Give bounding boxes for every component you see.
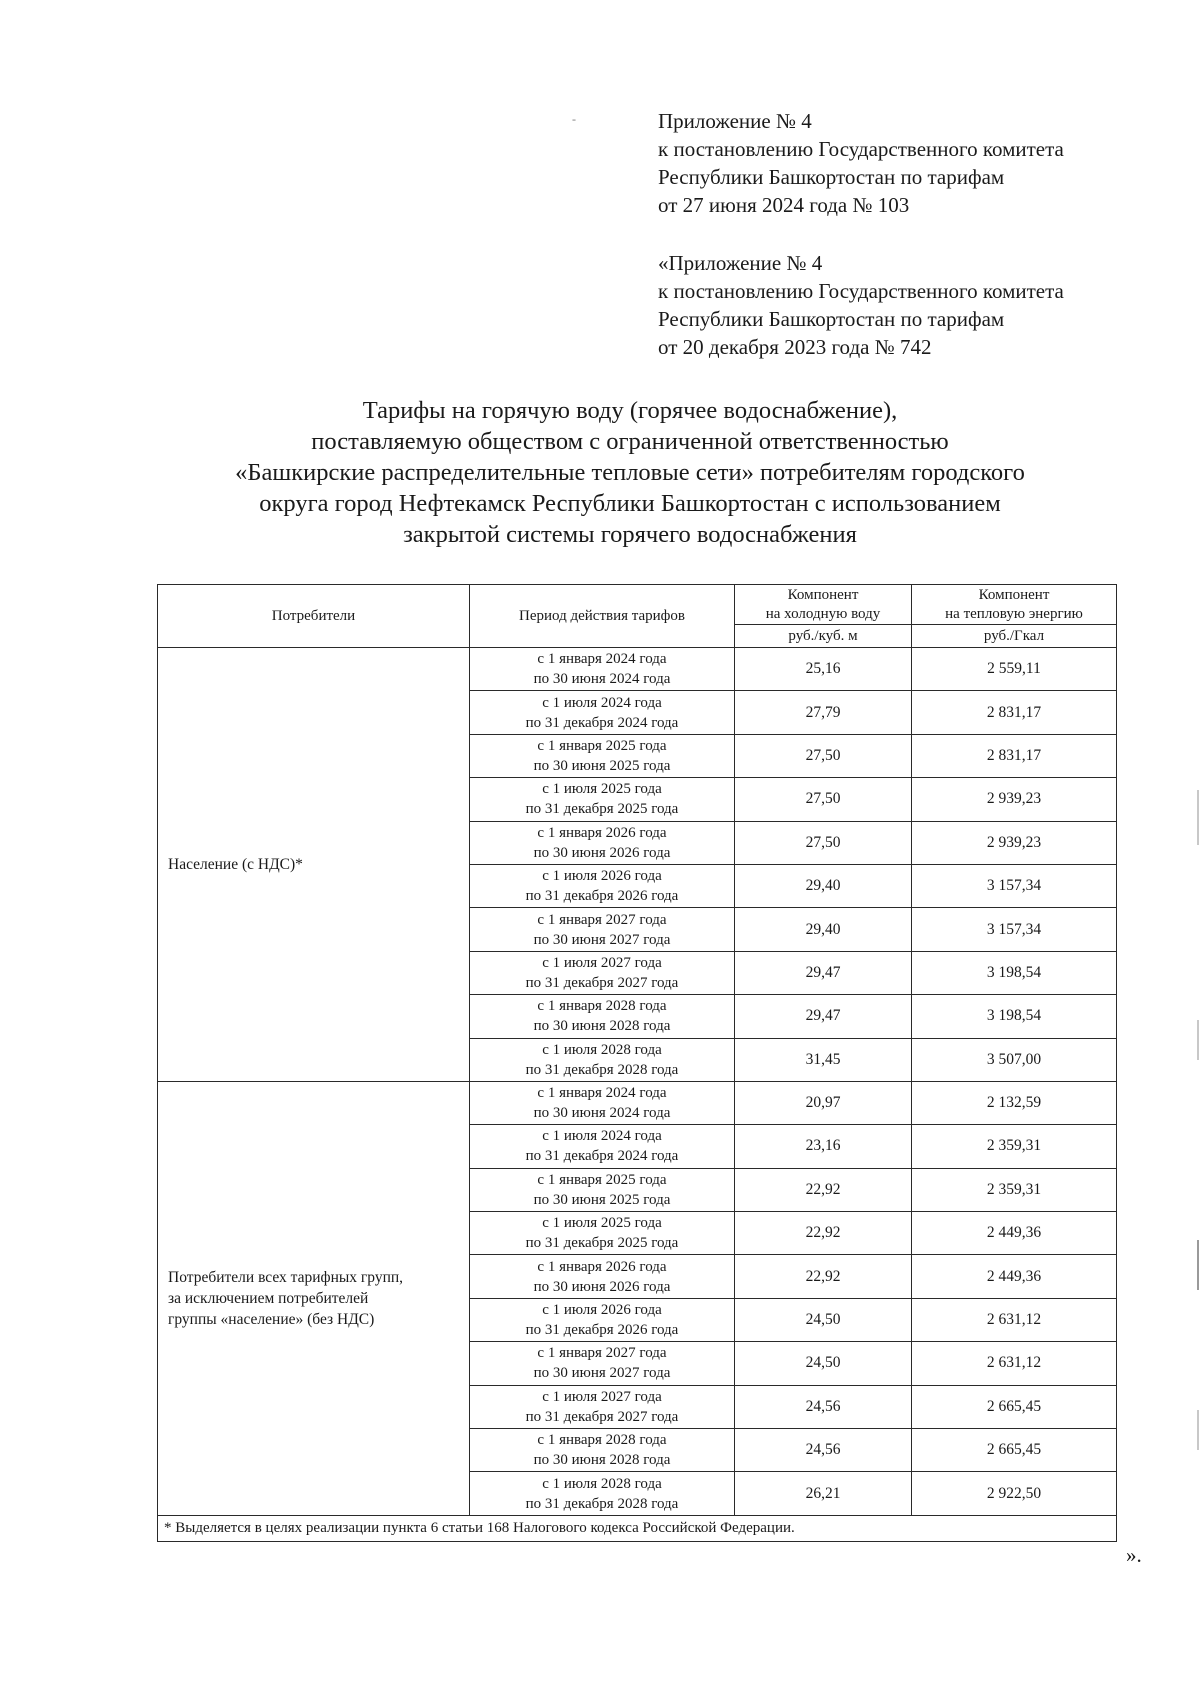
period-to: по 30 июня 2028 года bbox=[533, 1452, 671, 1469]
heat-energy-value: 2 449,36 bbox=[912, 1212, 1117, 1255]
period-to: по 30 июня 2026 года bbox=[533, 1278, 671, 1295]
heat-energy-value: 2 665,45 bbox=[912, 1385, 1117, 1428]
period-to: по 31 декабря 2026 года bbox=[525, 1322, 679, 1339]
period-cell bbox=[470, 1385, 735, 1428]
cold-water-value: 31,45 bbox=[735, 1038, 912, 1081]
appendix-line: от 20 декабря 2023 года № 742 bbox=[658, 335, 932, 359]
tariff-table bbox=[157, 584, 1117, 1542]
heat-energy-value: 2 939,23 bbox=[912, 778, 1117, 821]
period-to: по 30 июня 2025 года bbox=[533, 757, 671, 774]
period-cell bbox=[470, 995, 735, 1038]
period-cell bbox=[470, 691, 735, 734]
period-to: по 30 июня 2026 года bbox=[533, 844, 671, 861]
appendix-header-original bbox=[658, 249, 1178, 361]
document-title bbox=[140, 395, 1120, 550]
heat-energy-value: 2 939,23 bbox=[912, 821, 1117, 864]
period-cell bbox=[470, 1038, 735, 1081]
period-to: по 30 июня 2027 года bbox=[533, 931, 671, 948]
period-from: с 1 июля 2027 года bbox=[542, 954, 662, 971]
heat-energy-value: 2 831,17 bbox=[912, 734, 1117, 777]
heat-energy-value: 3 198,54 bbox=[912, 995, 1117, 1038]
appendix-line: «Приложение № 4 bbox=[658, 251, 823, 275]
period-cell bbox=[470, 1472, 735, 1515]
period-from: с 1 января 2024 года bbox=[537, 651, 667, 668]
title-line: закрытой системы горячего водоснабжения bbox=[403, 521, 857, 548]
scan-edge-mark bbox=[1197, 1020, 1199, 1060]
appendix-header-current bbox=[658, 107, 1178, 219]
cold-water-value: 24,56 bbox=[735, 1429, 912, 1472]
heat-energy-value: 2 631,12 bbox=[912, 1298, 1117, 1341]
period-from: с 1 января 2027 года bbox=[537, 1345, 667, 1362]
cold-water-value: 29,40 bbox=[735, 908, 912, 951]
period-cell bbox=[470, 648, 735, 691]
heat-energy-value: 2 559,11 bbox=[912, 648, 1117, 691]
heat-energy-value: 2 449,36 bbox=[912, 1255, 1117, 1298]
period-cell bbox=[470, 1212, 735, 1255]
header-heat-component bbox=[912, 585, 1117, 625]
header-heat-line: Компонент bbox=[978, 586, 1050, 603]
table-footnote: * Выделяется в целях реализации пункта 6 статьи 168 Налогового кодекса Российской Федерации. bbox=[158, 1515, 1117, 1541]
period-to: по 31 декабря 2028 года bbox=[525, 1061, 679, 1078]
period-to: по 31 декабря 2027 года bbox=[525, 1408, 679, 1425]
period-cell bbox=[470, 1342, 735, 1385]
period-to: по 31 декабря 2024 года bbox=[525, 714, 679, 731]
tariff-table-body bbox=[158, 648, 1117, 1516]
heat-energy-value: 2 831,17 bbox=[912, 691, 1117, 734]
period-to: по 30 июня 2024 года bbox=[533, 671, 671, 688]
header-cold-unit: руб./куб. м bbox=[735, 625, 912, 648]
heat-energy-value: 3 157,34 bbox=[912, 908, 1117, 951]
consumer-group-line: Потребители всех тарифных групп, bbox=[168, 1268, 404, 1286]
closing-quote-mark: ». bbox=[1126, 1543, 1142, 1567]
header-heat-unit: руб./Гкал bbox=[912, 625, 1117, 648]
period-from: с 1 июля 2025 года bbox=[542, 1215, 662, 1232]
period-to: по 30 июня 2027 года bbox=[533, 1365, 671, 1382]
appendix-line: к постановлению Государственного комитета bbox=[658, 279, 1064, 303]
cold-water-value: 25,16 bbox=[735, 648, 912, 691]
consumer-group-cell bbox=[158, 648, 470, 1082]
consumer-group-line: Население (с НДС)* bbox=[168, 855, 303, 873]
consumer-group-line: группы «население» (без НДС) bbox=[168, 1310, 375, 1328]
scan-stray-mark: - bbox=[572, 112, 576, 126]
period-to: по 31 декабря 2025 года bbox=[525, 1235, 679, 1252]
cold-water-value: 29,47 bbox=[735, 951, 912, 994]
appendix-line: от 27 июня 2024 года № 103 bbox=[658, 193, 910, 217]
period-from: с 1 января 2026 года bbox=[537, 1258, 667, 1275]
period-cell bbox=[470, 864, 735, 907]
period-from: с 1 июля 2024 года bbox=[542, 1128, 662, 1145]
cold-water-value: 29,47 bbox=[735, 995, 912, 1038]
heat-energy-value: 2 359,31 bbox=[912, 1125, 1117, 1168]
cold-water-value: 20,97 bbox=[735, 1081, 912, 1124]
header-period: Период действия тарифов bbox=[470, 585, 735, 648]
consumer-group-line: за исключением потребителей bbox=[168, 1289, 369, 1307]
consumer-group-cell bbox=[158, 1081, 470, 1515]
period-from: с 1 июля 2028 года bbox=[542, 1041, 662, 1058]
title-line: «Башкирские распределительные тепловые сети» потребителям городского bbox=[235, 459, 1025, 486]
period-cell bbox=[470, 1255, 735, 1298]
period-cell bbox=[470, 908, 735, 951]
period-from: с 1 июля 2024 года bbox=[542, 694, 662, 711]
period-cell bbox=[470, 734, 735, 777]
cold-water-value: 27,50 bbox=[735, 821, 912, 864]
period-cell bbox=[470, 1125, 735, 1168]
cold-water-value: 22,92 bbox=[735, 1212, 912, 1255]
cold-water-value: 27,50 bbox=[735, 734, 912, 777]
table-row bbox=[158, 1081, 1117, 1124]
period-cell bbox=[470, 778, 735, 821]
scan-edge-mark bbox=[1197, 790, 1199, 845]
cold-water-value: 29,40 bbox=[735, 864, 912, 907]
header-cold-component bbox=[735, 585, 912, 625]
period-from: с 1 января 2026 года bbox=[537, 824, 667, 841]
period-from: с 1 июля 2025 года bbox=[542, 781, 662, 798]
heat-energy-value: 2 132,59 bbox=[912, 1081, 1117, 1124]
period-to: по 30 июня 2025 года bbox=[533, 1191, 671, 1208]
period-from: с 1 января 2024 года bbox=[537, 1085, 667, 1102]
period-from: с 1 июля 2027 года bbox=[542, 1388, 662, 1405]
period-from: с 1 января 2025 года bbox=[537, 737, 667, 754]
cold-water-value: 27,79 bbox=[735, 691, 912, 734]
period-cell bbox=[470, 951, 735, 994]
cold-water-value: 22,92 bbox=[735, 1255, 912, 1298]
heat-energy-value: 2 665,45 bbox=[912, 1429, 1117, 1472]
cold-water-value: 26,21 bbox=[735, 1472, 912, 1515]
title-line: округа город Нефтекамск Республики Башкортостан с использованием bbox=[259, 490, 1001, 517]
period-to: по 30 июня 2028 года bbox=[533, 1018, 671, 1035]
period-cell bbox=[470, 1168, 735, 1211]
table-row bbox=[158, 648, 1117, 691]
period-from: с 1 января 2027 года bbox=[537, 911, 667, 928]
appendix-line: к постановлению Государственного комитета bbox=[658, 137, 1064, 161]
header-heat-line: на тепловую энергию bbox=[945, 605, 1083, 622]
heat-energy-value: 2 359,31 bbox=[912, 1168, 1117, 1211]
period-to: по 31 декабря 2028 года bbox=[525, 1495, 679, 1512]
cold-water-value: 27,50 bbox=[735, 778, 912, 821]
heat-energy-value: 3 198,54 bbox=[912, 951, 1117, 994]
period-to: по 31 декабря 2026 года bbox=[525, 888, 679, 905]
appendix-line: Республики Башкортостан по тарифам bbox=[658, 307, 1005, 331]
period-cell bbox=[470, 821, 735, 864]
header-cold-line: Компонент bbox=[787, 586, 859, 603]
cold-water-value: 24,50 bbox=[735, 1342, 912, 1385]
cold-water-value: 23,16 bbox=[735, 1125, 912, 1168]
heat-energy-value: 2 922,50 bbox=[912, 1472, 1117, 1515]
scan-edge-mark bbox=[1197, 1410, 1199, 1450]
period-cell bbox=[470, 1429, 735, 1472]
period-cell bbox=[470, 1298, 735, 1341]
period-to: по 31 декабря 2024 года bbox=[525, 1148, 679, 1165]
heat-energy-value: 3 507,00 bbox=[912, 1038, 1117, 1081]
heat-energy-value: 2 631,12 bbox=[912, 1342, 1117, 1385]
period-from: с 1 июля 2028 года bbox=[542, 1475, 662, 1492]
appendix-line: Приложение № 4 bbox=[658, 109, 812, 133]
header-consumers: Потребители bbox=[158, 585, 470, 648]
period-from: с 1 января 2028 года bbox=[537, 998, 667, 1015]
cold-water-value: 24,56 bbox=[735, 1385, 912, 1428]
title-line: Тарифы на горячую воду (горячее водоснабжение), bbox=[362, 397, 898, 424]
scan-edge-mark bbox=[1197, 1240, 1199, 1290]
period-from: с 1 января 2025 года bbox=[537, 1171, 667, 1188]
period-from: с 1 июля 2026 года bbox=[542, 868, 662, 885]
period-to: по 31 декабря 2025 года bbox=[525, 801, 679, 818]
period-cell bbox=[470, 1081, 735, 1124]
appendix-line: Республики Башкортостан по тарифам bbox=[658, 165, 1005, 189]
period-to: по 30 июня 2024 года bbox=[533, 1105, 671, 1122]
header-cold-line: на холодную воду bbox=[765, 605, 881, 622]
period-to: по 31 декабря 2027 года bbox=[525, 974, 679, 991]
title-line: поставляемую обществом с ограниченной ответственностью bbox=[311, 428, 949, 455]
cold-water-value: 22,92 bbox=[735, 1168, 912, 1211]
period-from: с 1 июля 2026 года bbox=[542, 1302, 662, 1319]
heat-energy-value: 3 157,34 bbox=[912, 864, 1117, 907]
period-from: с 1 января 2028 года bbox=[537, 1432, 667, 1449]
cold-water-value: 24,50 bbox=[735, 1298, 912, 1341]
